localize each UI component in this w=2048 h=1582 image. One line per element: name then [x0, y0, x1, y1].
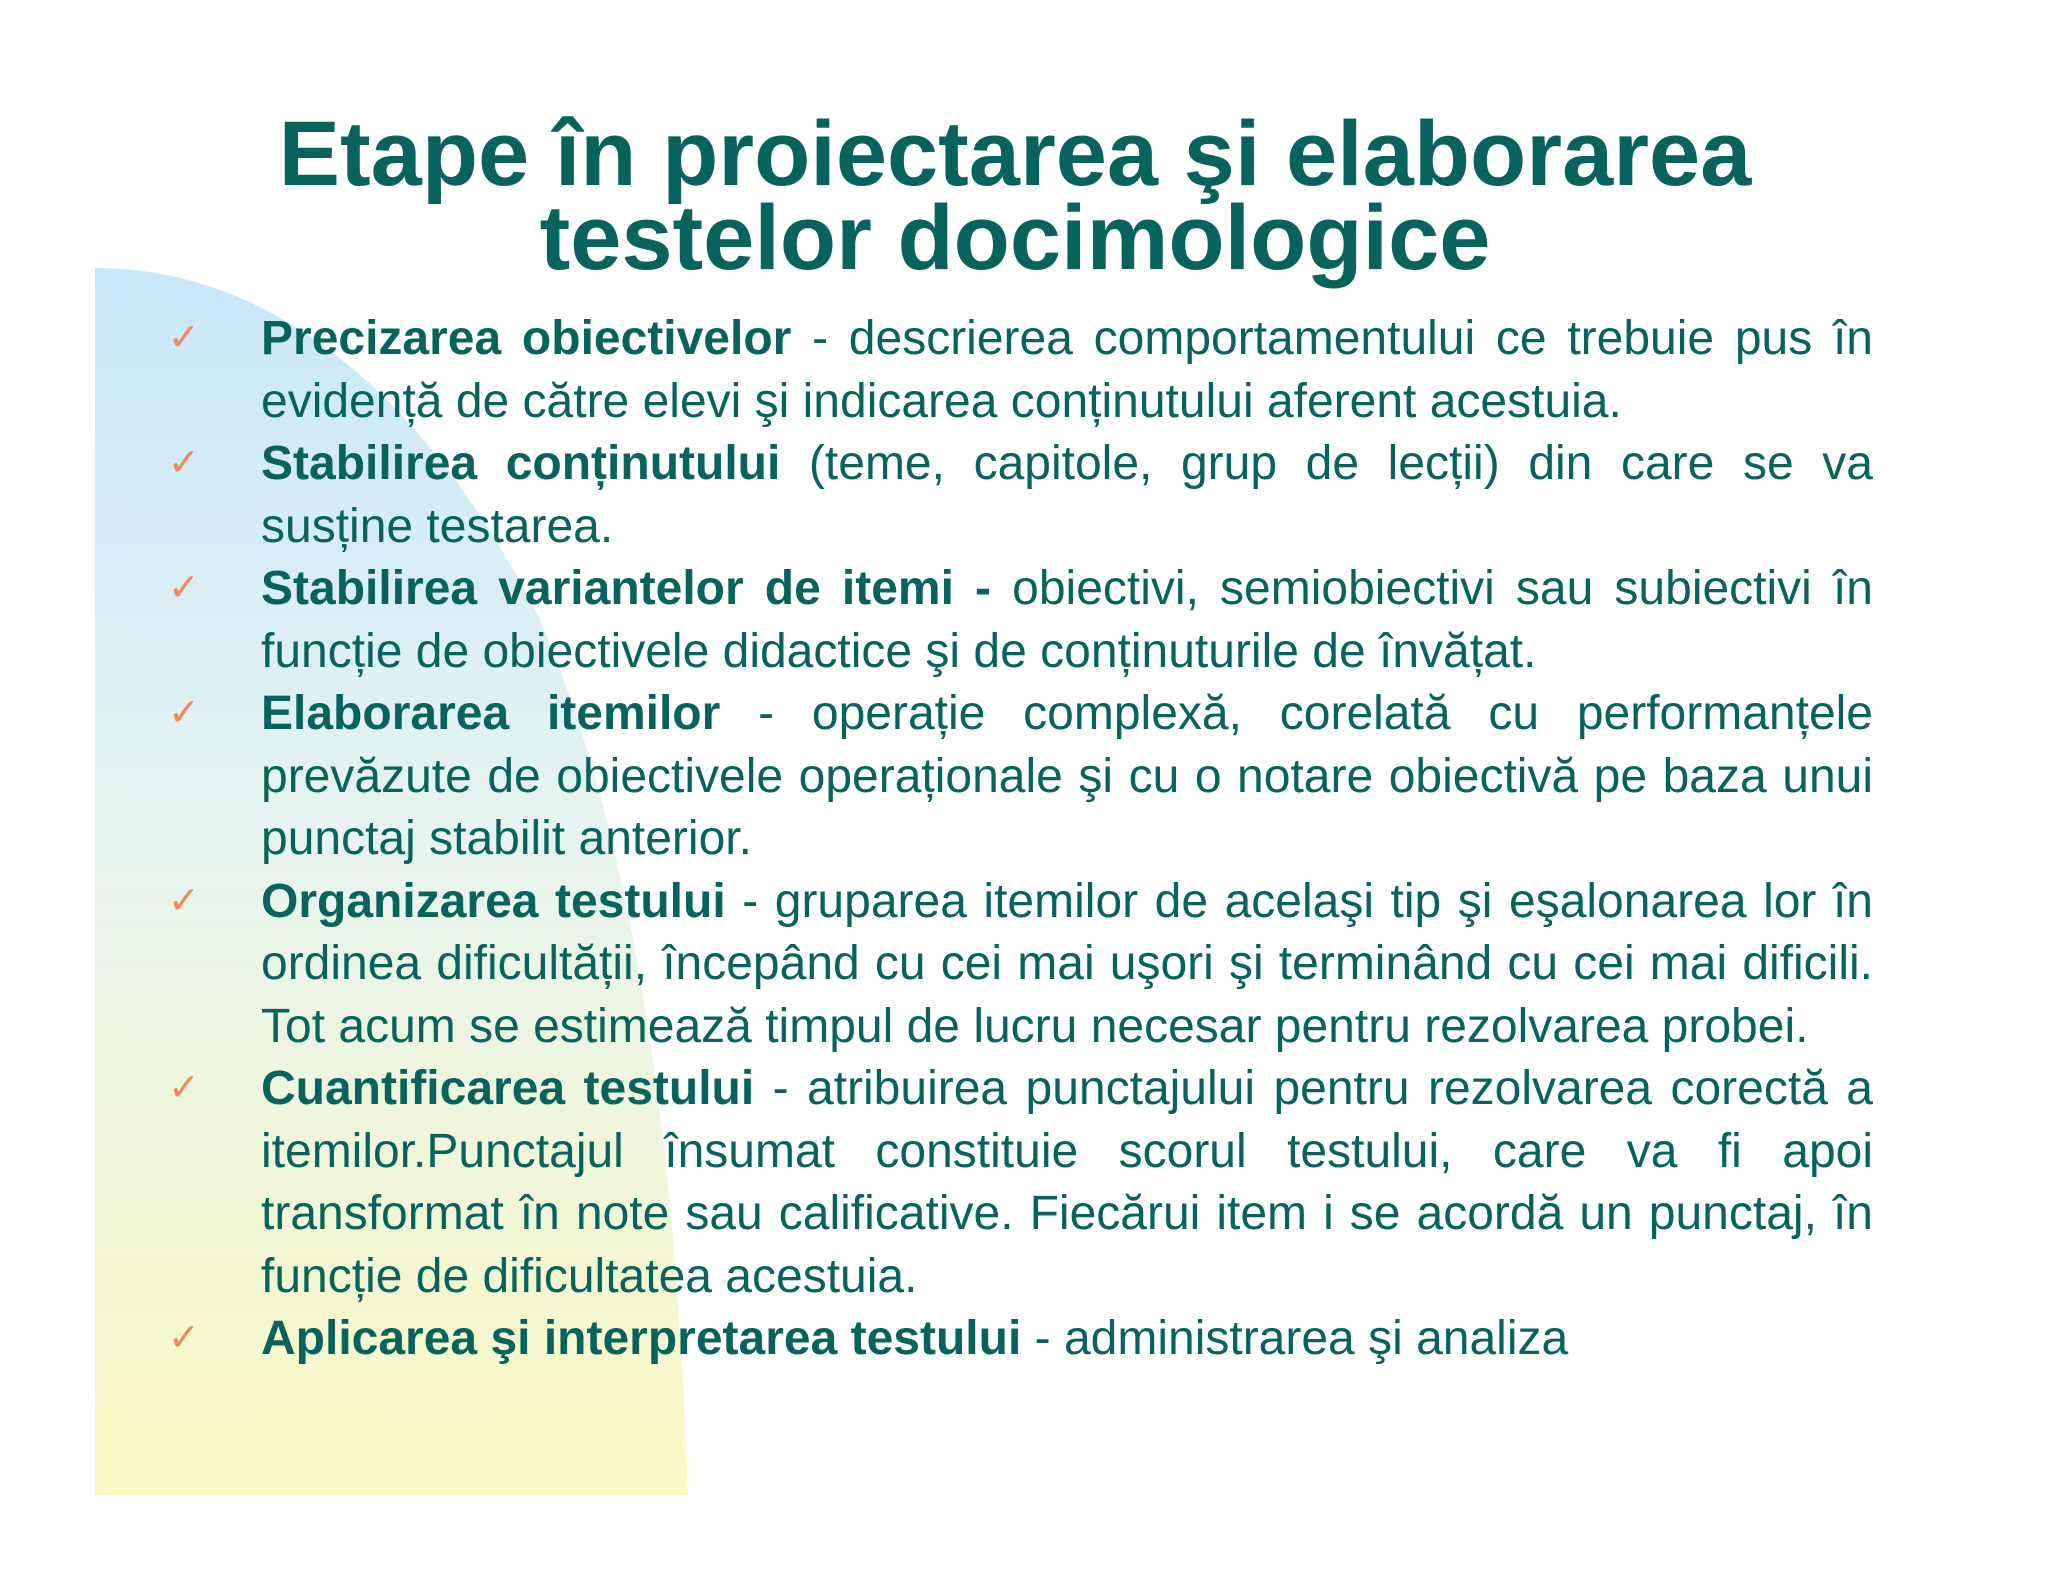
item-description: - operație complexă, corelată cu performanțele prevăzute de obiectivele operaționale şi cu o notare obiectivă pe baza unui punctaj stabilit anterior. — [261, 687, 1873, 865]
list-item — [0, 433, 2048, 558]
item-term: Cuantificarea testului — [261, 1062, 755, 1115]
item-term: Organizarea testului — [261, 874, 726, 928]
list-item — [0, 1308, 2048, 1371]
list-item — [0, 1058, 2048, 1308]
list-item-text — [261, 308, 1873, 433]
slide-title — [180, 103, 1850, 289]
item-description: - atribuirea punctajului pentru rezolvarea corectă a itemilor.Punctajul însumat constituie scorul testului, care va fi apoi transformat în note sau calificative. Fiecărui item i se acordă un punctaj, în funcție de dificultatea acestuia. — [261, 1062, 1873, 1303]
item-description: - gruparea itemilor de acelaşi tip şi eşalonarea lor în ordinea dificultății, începând cu cei mai uşori şi terminând cu cei mai dificili. Tot acum se estimează timpul de lucru necesar pentru rezolvarea probei. — [261, 874, 1873, 1053]
list-item-text — [261, 1308, 1873, 1371]
list-item-text — [261, 433, 1873, 558]
checkmark-icon: ✓ — [168, 690, 200, 734]
checkmark-icon: ✓ — [168, 1315, 200, 1359]
item-term: Aplicarea şi interpretarea testului — [261, 1312, 1022, 1365]
list-item-text — [261, 683, 1873, 871]
checkmark-icon: ✓ — [168, 440, 200, 484]
item-description: obiectivi, semiobiectivi sau subiectivi în funcție de obiectivele didactice şi de conținuturile de învățat. — [261, 562, 1873, 678]
list-item — [0, 871, 2048, 1059]
item-description: - administrarea şi analiza — [1021, 1312, 1569, 1365]
checkmark-icon: ✓ — [168, 1065, 200, 1109]
item-term: Precizarea obiectivelor — [261, 312, 792, 365]
list-item-text — [261, 871, 1873, 1059]
list-item-text — [261, 1058, 1873, 1308]
list-item-text — [261, 558, 1873, 683]
item-term: Elaborarea itemilor — [261, 687, 721, 740]
list-item — [0, 308, 2048, 433]
item-description: (teme, capitole, grup de lecții) din care se va susține testarea. — [261, 437, 1873, 553]
item-term: Stabilirea variantelor de itemi - — [261, 562, 992, 615]
title-line-2: testelor docimologice — [539, 187, 1491, 289]
list-item — [0, 558, 2048, 683]
steps-list — [0, 308, 2048, 1371]
list-item — [0, 683, 2048, 871]
title-line-1: Etape în proiectarea şi elaborarea — [278, 103, 1752, 205]
item-description: - descrierea comportamentului ce trebuie pus în evidență de către elevi şi indicarea conținutului aferent acestuia. — [261, 312, 1874, 428]
checkmark-icon: ✓ — [168, 565, 200, 609]
item-term: Stabilirea conținutului — [261, 437, 781, 490]
checkmark-icon: ✓ — [168, 315, 200, 359]
checkmark-icon: ✓ — [168, 877, 200, 922]
